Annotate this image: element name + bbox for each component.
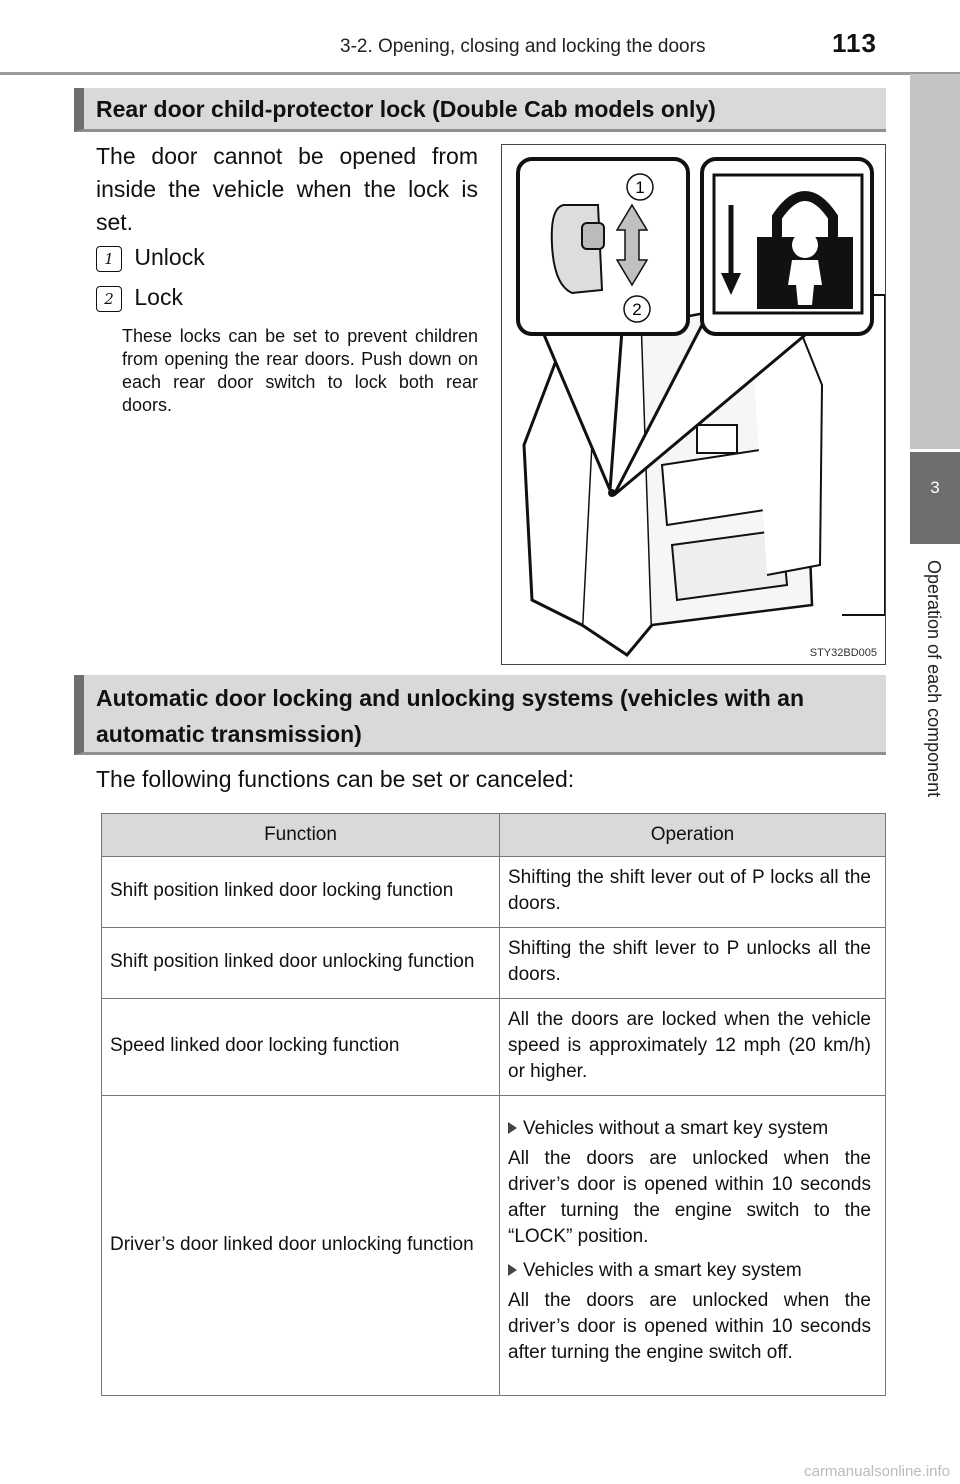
sub-heading-no-smart-key: [508, 1116, 871, 1142]
chapter-tab: [910, 452, 960, 544]
child-head-icon: [792, 232, 818, 258]
column-header-operation: Operation: [500, 814, 886, 857]
function-cell: Driver’s door linked door unlocking function: [102, 1096, 500, 1396]
callout-number-2: 2: [96, 286, 122, 312]
figure-code: STY32BD005: [809, 647, 877, 659]
child-lock-illustration: [501, 144, 886, 665]
function-cell: Shift position linked door locking function: [102, 857, 500, 928]
table-row: [102, 1096, 886, 1396]
operation-cell: Shifting the shift lever to P unlocks all the doors.: [500, 928, 886, 999]
triangle-bullet-icon: [508, 1264, 517, 1276]
auto-lock-intro: The following functions can be set or canceled:: [96, 766, 575, 792]
section-heading-auto-lock: Automatic door locking and unlocking systems (vehicles with an automatic transmission): [74, 675, 886, 755]
triangle-bullet-icon: [508, 1122, 517, 1134]
body-pillar: [832, 295, 885, 615]
functions-table: [101, 813, 886, 1396]
child-lock-note: These locks can be set to prevent children from opening the rear doors. Push down on each rear door switch to lock both rear doors.: [122, 326, 478, 415]
header-divider: [0, 72, 960, 75]
operation-cell: All the doors are locked when the vehicle speed is approximately 12 mph (20 km/h) or higher.: [500, 999, 886, 1096]
figure-callout-label-1: 1: [635, 178, 645, 197]
page-number: 113: [832, 28, 877, 58]
table-row: [102, 999, 886, 1096]
sub-heading-text: Vehicles without a smart key system: [523, 1117, 829, 1139]
list-item-lock: [96, 284, 183, 312]
figure-callout-label-2: 2: [632, 300, 642, 319]
function-cell: Shift position linked door unlocking function: [102, 928, 500, 999]
column-header-function: Function: [102, 814, 500, 857]
door-illustration-svg: [502, 145, 885, 664]
operation-cell: Shifting the shift lever out of P locks all the doors.: [500, 857, 886, 928]
header-title: 3-2. Opening, closing and locking the doors: [340, 36, 706, 57]
lock-switch-point: [608, 489, 616, 497]
child-lock-intro: The door cannot be opened from inside the vehicle when the lock is set.: [96, 143, 478, 235]
switch-knob: [582, 223, 604, 249]
callout-number-1: 1: [96, 246, 122, 272]
chapter-label: Operation of each component: [924, 560, 944, 798]
sub-text-no-smart-key: All the doors are unlocked when the driver’s door is opened within 10 seconds after turning the engine switch to the “LOCK” position.: [508, 1147, 871, 1247]
function-cell: Speed linked door locking function: [102, 999, 500, 1096]
list-item-unlock: [96, 244, 205, 272]
item-label-unlock: Unlock: [134, 244, 205, 270]
chapter-number: 3: [930, 478, 940, 497]
sub-heading-smart-key: [508, 1258, 871, 1284]
table-row: [102, 928, 886, 999]
section-heading-child-lock: Rear door child-protector lock (Double Cab models only): [74, 88, 886, 132]
operation-cell: [500, 1096, 886, 1396]
side-tab-strip: [910, 74, 960, 449]
table-row: [102, 857, 886, 928]
sub-text-smart-key: All the doors are unlocked when the driver’s door is opened within 10 seconds after turning the engine switch off.: [508, 1289, 871, 1363]
door-handle: [697, 425, 737, 453]
chapter-label-container: [902, 560, 960, 860]
sub-heading-text: Vehicles with a smart key system: [523, 1259, 802, 1281]
watermark: carmanualsonline.info: [804, 1463, 950, 1480]
table-header-row: [102, 814, 886, 857]
item-label-lock: Lock: [134, 284, 183, 310]
